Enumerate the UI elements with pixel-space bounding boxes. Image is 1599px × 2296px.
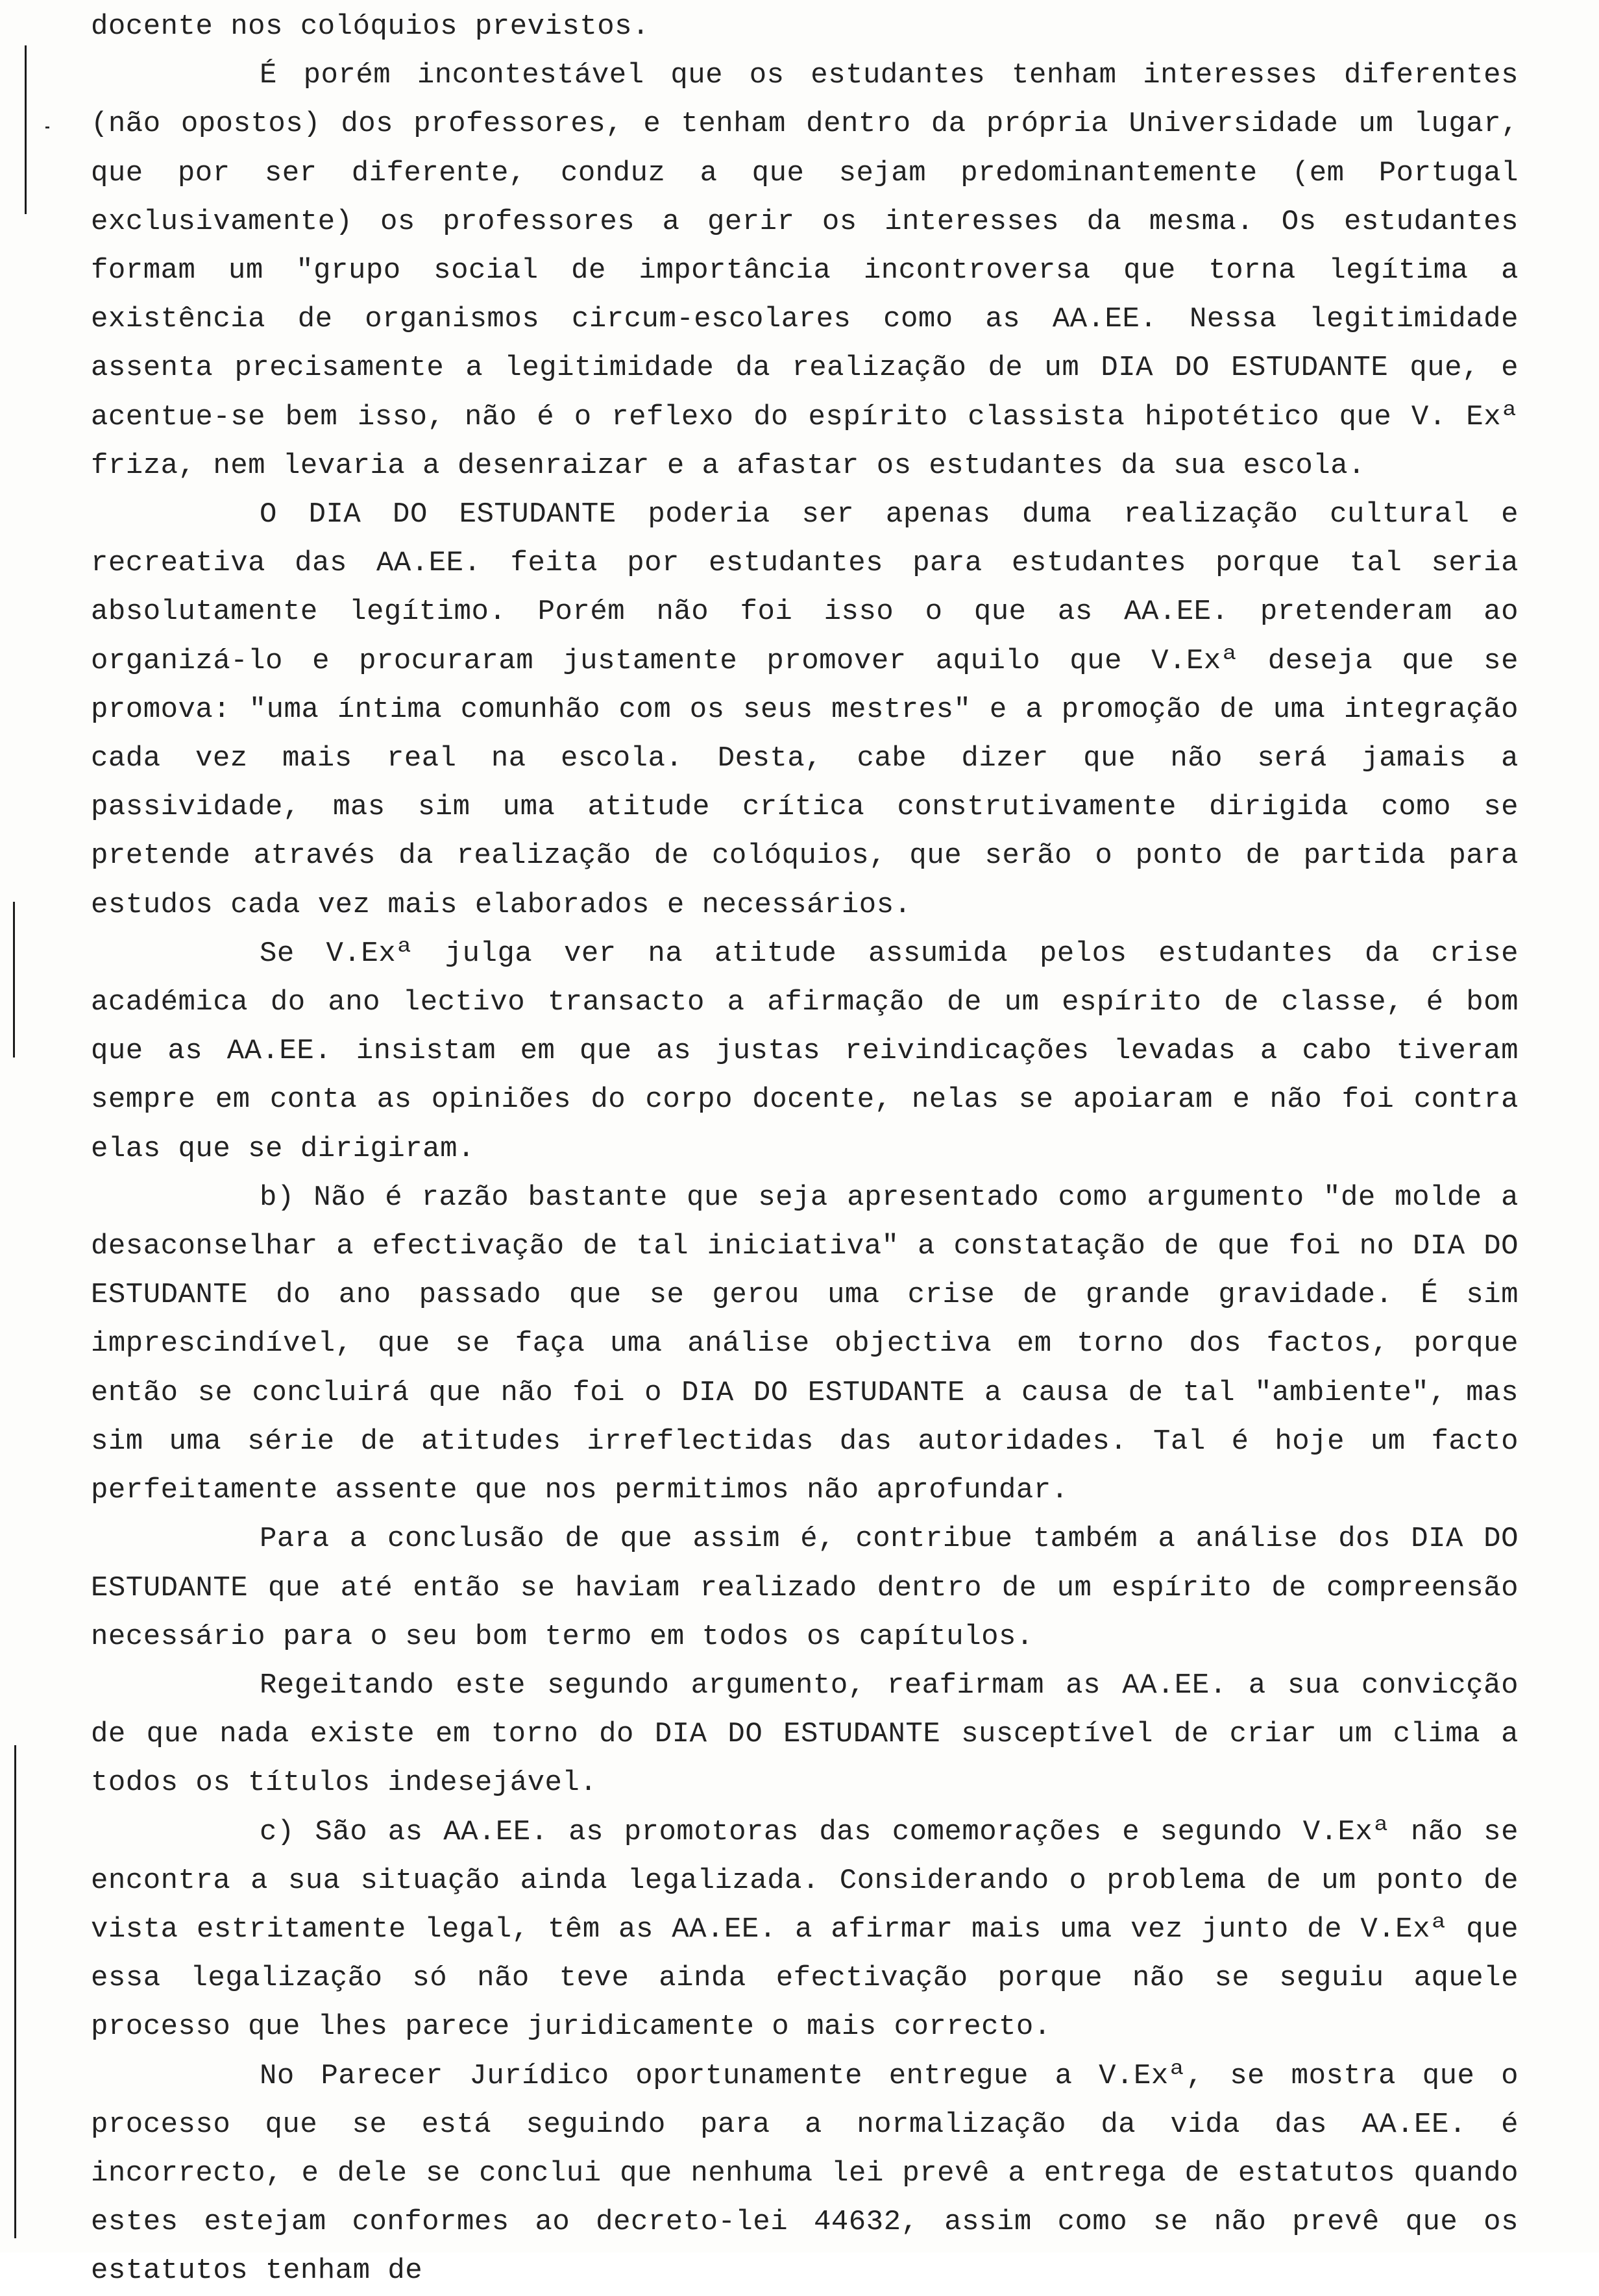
paragraph-6: Para a conclusão de que assim é, contribue também a análise dos DIA DO ESTUDANTE que até então se haviam realizado dentro de um espírito de compreensão necessário para o seu bom termo em todos os capítulos. [91, 1523, 1519, 1653]
binder-dot [45, 127, 49, 128]
paragraph-2: É porém incontestável que os estudantes tenham interesses diferentes (não opostos) dos professores, e tenham dentro da própria Universidade um lugar, que por ser diferente, conduz a que sejam predominantemente (em Portugal exclusivamente) os professores a gerir os interesses da mesma. Os estudantes formam um "grupo social de importância incontroversa que torna legítima a existência de organismos circum-escolares como as AA.EE. Nessa legitimidade assenta precisamente a legitimidade da realização de um DIA DO ESTUDANTE que, e acentue-se bem isso, não é o reflexo do espírito classista hipotético que V. Exª friza, nem levaria a desenraizar e a afastar os estudantes da sua escola. [91, 59, 1519, 482]
paragraph-3: O DIA DO ESTUDANTE poderia ser apenas duma realização cultural e recreativa das AA.EE. feita por estudantes para estudantes porque tal seria absolutamente legítimo. Porém não foi isso o que as AA.EE. pretenderam ao organizá-lo e procuraram justamente promover aquilo que V.Exª deseja que se promova: "uma íntima comunhão com os seus mestres" e a promoção de uma integração cada vez mais real na escola. Desta, cabe dizer que não será jamais a passividade, mas sim uma atitude crítica construtivamente dirigida como se pretende através da realização de colóquios, que serão o ponto de partida para estudos cada vez mais elaborados e necessários. [91, 498, 1519, 921]
paragraph-8: c) São as AA.EE. as promotoras das comemorações e segundo V.Exª não se encontra a sua situação ainda legalizada. Considerando o problema de um ponto de vista estritamente legal, têm as AA.EE. a afirmar mais uma vez junto de V.Exª que essa legalização só não teve ainda efectivação porque não se seguiu aquele processo que lhes parece juridicamente o mais correcto. [91, 1815, 1519, 2044]
paragraph-4: Se V.Exª julga ver na atitude assumida pelos estudantes da crise académica do ano lectivo transacto a afirmação de um espírito de classe, é bom que as AA.EE. insistam em que as justas reivindicações levadas a cabo tiveram sempre em conta as opiniões do corpo docente, nelas se apoiaram e não foi contra elas que se dirigiram. [91, 937, 1519, 1165]
binder-mark-top [25, 45, 27, 214]
document-body [91, 0, 1519, 2296]
paragraph-5: b) Não é razão bastante que seja apresentado como argumento "de molde a desaconselhar a efectivação de tal iniciativa" a constatação de que foi no DIA DO ESTUDANTE do ano passado que se gerou uma crise de grande gravidade. É sim imprescindível, que se faça uma análise objectiva em torno dos factos, porque então se concluirá que não foi o DIA DO ESTUDANTE a causa de tal "ambiente", mas sim uma série de atitudes irreflectidas das autoridades. Tal é hoje um facto perfeitamente assente que nos permitimos não aprofundar. [91, 1181, 1519, 1507]
paragraph-1: docente nos colóquios previstos. [91, 10, 650, 43]
paragraph-7: Regeitando este segundo argumento, reafirmam as AA.EE. a sua convicção de que nada existe em torno do DIA DO ESTUDANTE susceptível de criar um clima a todos os títulos indesejável. [91, 1669, 1519, 1800]
binder-mark-bottom [14, 1745, 16, 2238]
binder-mark-middle [13, 902, 15, 1057]
paragraph-9: No Parecer Jurídico oportunamente entregue a V.Exª, se mostra que o processo que se está seguindo para a normalização da vida das AA.EE. é incorrecto, e dele se conclui que nenhuma lei prevê a entrega de estatutos quando estes estejam conformes ao decreto-lei 44632, assim como se não prevê que os estatutos tenham de [91, 2059, 1519, 2288]
